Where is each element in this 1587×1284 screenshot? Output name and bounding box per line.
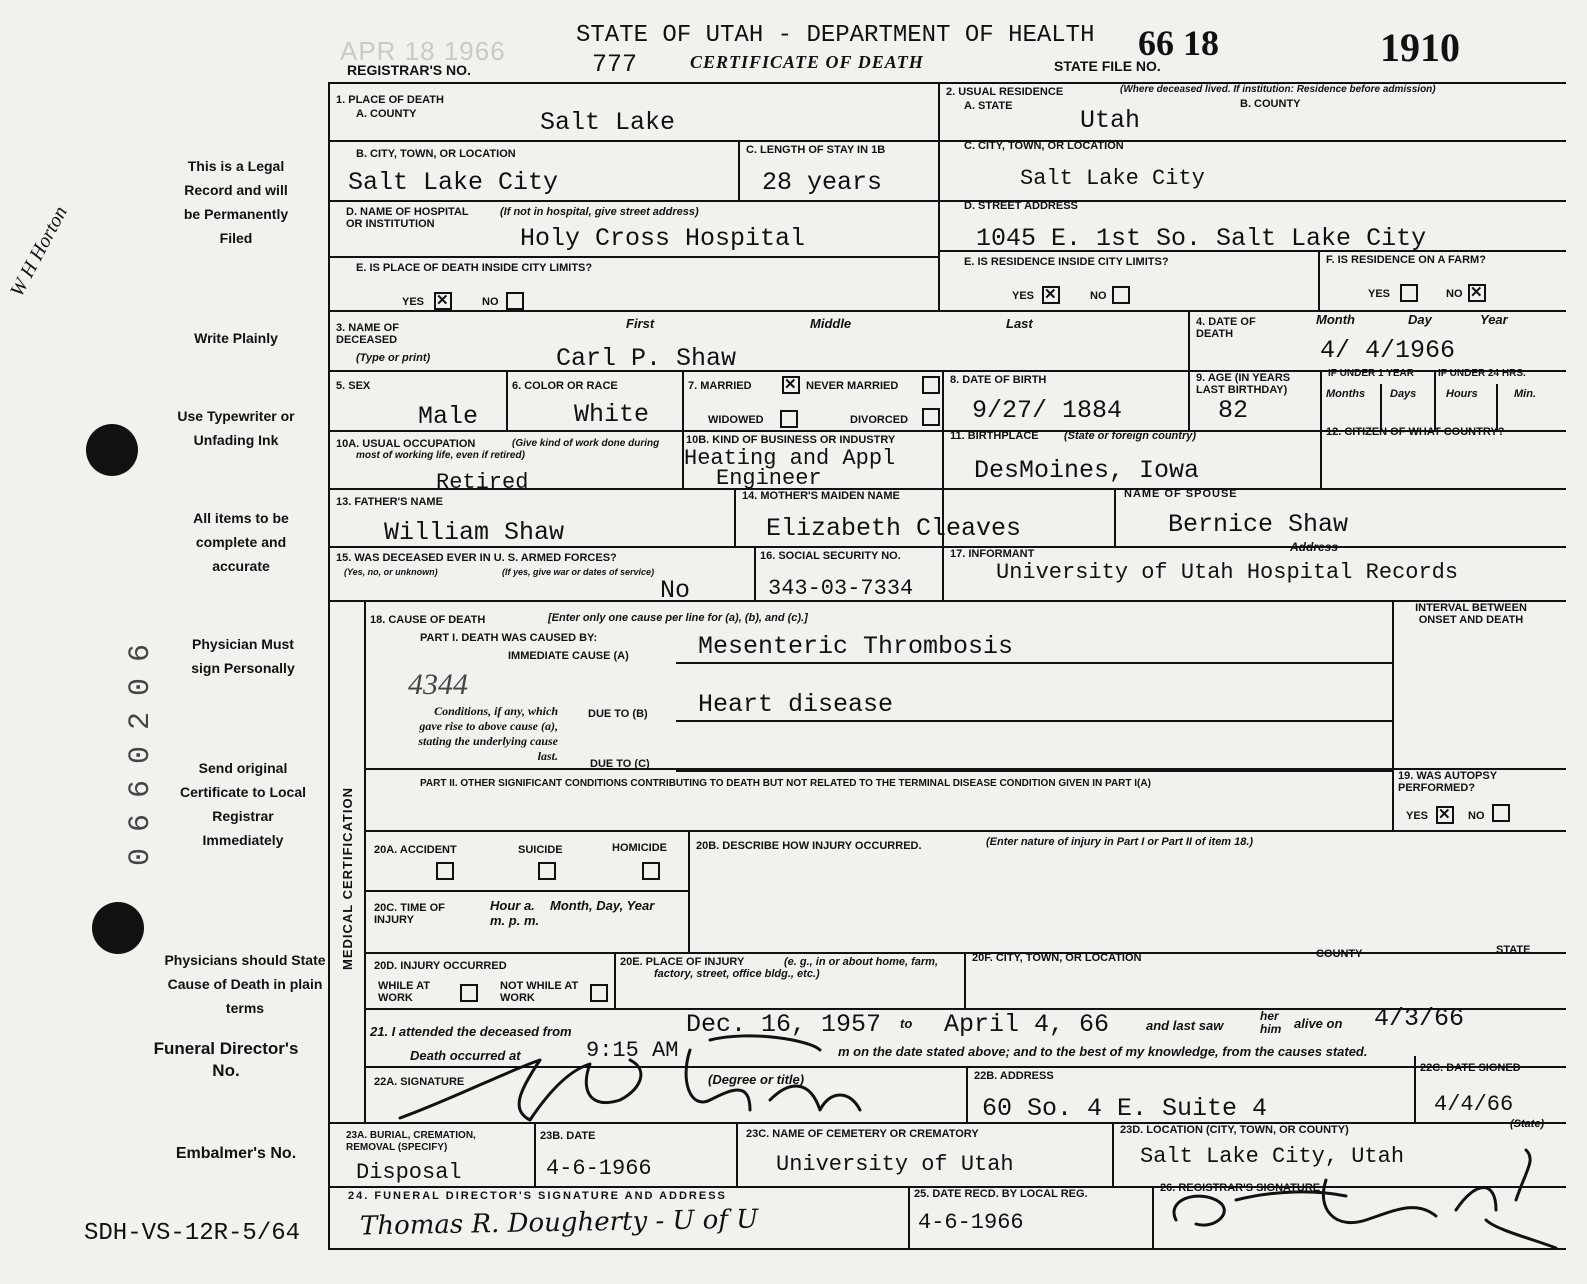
farm-label: F. IS RESIDENCE ON A FARM? (1326, 254, 1486, 266)
divider-1-2 (938, 82, 940, 310)
hospital-note: (If not in hospital, give street address) (500, 206, 699, 218)
deceased-name-note: (Type or print) (356, 352, 431, 364)
min-label: Min. (1514, 388, 1536, 400)
state-file-number: 1910 (1380, 25, 1460, 70)
accident-checkbox[interactable] (436, 862, 454, 880)
injury-county-label: COUNTY (1316, 948, 1363, 960)
divider-recd (908, 1186, 910, 1248)
place-injury-label: 20E. PLACE OF INJURY (620, 956, 745, 968)
age-label: 9. AGE (IN YEARS LAST BIRTHDAY) (1196, 372, 1291, 396)
widowed-label: WIDOWED (708, 414, 764, 426)
hospital-name: Holy Cross Hospital (520, 224, 806, 253)
father-label: 13. FATHER'S NAME (336, 496, 443, 508)
months-label: Months (1326, 388, 1366, 400)
her-him: her him (1260, 1009, 1282, 1036)
day-label: Day (1408, 312, 1432, 327)
autopsy-no-label: NO (1468, 810, 1485, 822)
due-to-b-label: DUE TO (B) (588, 708, 648, 720)
divider-injury-city (964, 952, 966, 1008)
armed-forces-label: 15. WAS DECEASED EVER IN U. S. ARMED FORCES? (336, 552, 617, 564)
divider-injury-type (688, 830, 690, 952)
armed-note-2: (If yes, give war or dates of service) (502, 567, 655, 577)
funeral-director-signature: Thomas R. Dougherty - U of U (359, 1204, 759, 1242)
inside-limits-label: E. IS PLACE OF DEATH INSIDE CITY LIMITS? (356, 262, 593, 274)
divider-sex (506, 370, 508, 430)
binder-hole-top (86, 424, 138, 476)
race: White (574, 400, 650, 429)
res-street-label: D. STREET ADDRESS (964, 200, 1078, 212)
form-number: SDH-VS-12R-5/64 (84, 1220, 301, 1247)
birthplace-note: (State or foreign country) (1064, 430, 1197, 442)
middle-label: Middle (810, 316, 852, 331)
suicide-label: SUICIDE (518, 844, 563, 856)
registrar-no-label: REGISTRAR'S NO. (347, 62, 471, 78)
days-label: Days (1390, 388, 1417, 400)
city-label: B. CITY, TOWN, OR LOCATION (356, 148, 516, 160)
divider-registrar (1152, 1186, 1154, 1248)
line-cause-b (676, 720, 1392, 722)
while-work-label: WHILE AT WORK (378, 980, 430, 1004)
divorced-label: DIVORCED (850, 414, 909, 426)
divider-hours (1434, 370, 1436, 430)
date-of-birth: 9/27/ 1884 (972, 396, 1123, 425)
last-label: Last (1006, 316, 1033, 331)
line-row2 (328, 200, 1566, 202)
res-street: 1045 E. 1st So. Salt Lake City (976, 224, 1427, 253)
location-label: 23D. LOCATION (CITY, TOWN, OR COUNTY) (1120, 1124, 1349, 1136)
certificate-title: CERTIFICATE OF DEATH (690, 52, 924, 72)
sidebar-complete-note: All items to be complete and accurate (193, 510, 289, 574)
conditions-note: Conditions, if any, which gave rise to above cause (a), stating the underlying cause last. (418, 704, 558, 763)
res-limits-no-checkbox[interactable] (1112, 286, 1130, 304)
mdy-label: Month, Day, Year (550, 898, 655, 913)
burial-label: 23A. BURIAL, CREMATION, REMOVAL (SPECIFY) (346, 1130, 476, 1153)
accident-label: 20A. ACCIDENT (374, 844, 457, 856)
race-label: 6. COLOR OR RACE (512, 380, 618, 392)
farm-yes-checkbox[interactable] (1400, 284, 1418, 302)
sex-label: 5. SEX (336, 380, 371, 392)
occupation-note: (Give kind of work done during most of working life, even if retired) (356, 438, 660, 461)
informant-label: 17. INFORMANT (950, 548, 1035, 560)
res-limits-yes-label: YES (1012, 290, 1035, 302)
sidebar-embalmer-no: Embalmer's No. (175, 1145, 297, 1162)
sidebar-physician-note: Physician Must sign Personally (191, 636, 295, 676)
stay-length: 28 years (762, 168, 883, 197)
deceased-name-label: 3. NAME OF DECEASED (336, 322, 399, 346)
injury-how-label: 20B. DESCRIBE HOW INJURY OCCURRED. (696, 840, 922, 852)
res-state: Utah (1080, 106, 1141, 135)
divider-place-injury (614, 952, 616, 1008)
county-label: A. COUNTY (356, 108, 417, 120)
registrar-sig-label: 26. REGISTRAR'S SIGNATURE (1160, 1182, 1321, 1194)
divider-spouse (1114, 488, 1116, 546)
state-file-label: STATE FILE NO. (1054, 58, 1161, 74)
hour-label: Hour a. m. p. m. (490, 898, 540, 928)
autopsy-yes-checkbox[interactable] (1436, 806, 1454, 824)
res-limits-no-label: NO (1090, 290, 1107, 302)
disposal-date-label: 23B. DATE (540, 1130, 596, 1142)
medical-certification-label: MEDICAL CERTIFICATION (340, 786, 355, 970)
month-label: Month (1316, 312, 1355, 327)
line-row9 (328, 600, 1566, 602)
date-of-death: 4/ 4/1966 (1320, 336, 1456, 365)
sidebar-send-note: Send original Certificate to Local Registrar Immediately (179, 760, 307, 848)
place-injury-note: (e. g., in or about home, farm, factory, street, office bldg., etc.) (654, 956, 939, 980)
res-county-label: B. COUNTY (1240, 98, 1301, 110)
first-label: First (626, 316, 655, 331)
stay-label: C. LENGTH OF STAY IN 1B (746, 144, 886, 156)
serial-number: 0660206 (124, 627, 158, 866)
residence-note: (Where deceased lived. If institution: Residence before admission) (1120, 84, 1436, 95)
divider-medical-vertical (364, 600, 366, 1122)
divider-stay (738, 140, 740, 200)
ssn: 343-03-7334 (768, 576, 914, 601)
divider-location (1112, 1122, 1114, 1186)
mother-label: 14. MOTHER'S MAIDEN NAME (742, 490, 900, 502)
date-of-death-label: 4. DATE OF DEATH (1196, 316, 1256, 340)
residence-label: 2. USUAL RESIDENCE (946, 86, 1064, 98)
divorced-checkbox[interactable] (922, 408, 940, 426)
divider-marital (942, 370, 944, 600)
address-label: Address (1290, 540, 1339, 554)
attended-from: Dec. 16, 1957 (686, 1010, 882, 1039)
time-injury-label: 20C. TIME OF INJURY (374, 902, 445, 926)
birthplace-label: 11. BIRTHPLACE (950, 430, 1039, 442)
occurred-time: 9:15 AM (586, 1038, 679, 1063)
divider-address (966, 1066, 968, 1122)
autopsy-label: 19. WAS AUTOPSY PERFORMED? (1398, 770, 1497, 794)
death-city: Salt Lake City (348, 168, 559, 197)
business-line1: Heating and Appl (684, 446, 896, 471)
cause-note: [Enter only one cause per line for (a), (b), and (c).] (548, 612, 808, 624)
signature-label: 22A. SIGNATURE (374, 1076, 465, 1088)
last-saw-label: and last saw (1146, 1018, 1224, 1033)
birth-label: 8. DATE OF BIRTH (950, 374, 1047, 386)
registrar-signature (1156, 1140, 1566, 1250)
sidebar-write-plainly: Write Plainly (194, 330, 278, 346)
spouse-name: Bernice Shaw (1168, 510, 1349, 539)
deceased-name: Carl P. Shaw (556, 344, 737, 373)
sidebar-state-cause-note: Physicians should State Cause of Death in plain terms (164, 952, 326, 1016)
never-married-label: NEVER MARRIED (806, 380, 899, 392)
divider-cemetery (736, 1122, 738, 1186)
business-line2: Engineer (716, 466, 822, 491)
place-of-death-label: 1. PLACE OF DEATH (336, 94, 444, 106)
line-row-time (366, 890, 688, 892)
death-limits-yes-label: YES (402, 296, 425, 308)
married-label: 7. MARRIED (688, 380, 752, 392)
alive-on-label: alive on (1294, 1016, 1343, 1031)
part1-label: PART I. DEATH WAS CAUSED BY: (420, 632, 598, 644)
injury-how-note: (Enter nature of injury in Part I or Part II of item 18.) (986, 836, 1254, 848)
informant: University of Utah Hospital Records (996, 560, 1459, 585)
divider-date-signed (1414, 1056, 1416, 1122)
death-limits-no-checkbox[interactable] (506, 292, 524, 310)
res-city-label: C. CITY, TOWN, OR LOCATION (964, 140, 1124, 152)
line-part2 (366, 768, 1566, 770)
physician-address: 60 So. 4 E. Suite 4 (982, 1094, 1268, 1123)
sex: Male (418, 402, 479, 431)
alive-on: 4/3/66 (1374, 1004, 1465, 1033)
hours-label: Hours (1446, 388, 1478, 400)
death-limits-no-label: NO (482, 296, 499, 308)
ssn-label: 16. SOCIAL SECURITY NO. (760, 550, 901, 562)
res-city: Salt Lake City (1020, 166, 1205, 191)
year-label: Year (1480, 312, 1508, 327)
never-married-checkbox[interactable] (922, 376, 940, 394)
line-cause-c (676, 770, 1392, 772)
state-file-prefix: 66 18 (1138, 23, 1219, 63)
homicide-label: HOMICIDE (612, 842, 667, 854)
disposal-date: 4-6-1966 (546, 1156, 652, 1181)
mother-name: Elizabeth Cleaves (766, 514, 1022, 543)
cemetery: University of Utah (776, 1152, 1014, 1177)
res-state-label: A. STATE (964, 100, 1013, 112)
disposal-location: Salt Lake City, Utah (1140, 1144, 1405, 1169)
line-row-injury (366, 830, 1566, 832)
line-row3a (328, 256, 938, 258)
line-row1 (328, 140, 1566, 142)
cause-code: 4344 (408, 668, 468, 701)
funeral-director-label: 24. FUNERAL DIRECTOR'S SIGNATURE AND ADDRESS (348, 1190, 727, 1202)
under-24-hrs-label: IF UNDER 24 HRS. (1438, 368, 1526, 379)
due-to-b: Heart disease (698, 690, 894, 719)
attended-label: 21. I attended the deceased from (370, 1024, 572, 1039)
age: 82 (1218, 396, 1249, 425)
interval-label: INTERVAL BETWEEN ONSET AND DEATH (1415, 602, 1527, 626)
line-row4 (328, 310, 1566, 312)
armed-note-1: (Yes, no, or unknown) (344, 567, 438, 577)
farm-yes-label: YES (1368, 288, 1391, 300)
spouse-label: NAME OF SPOUSE (1124, 488, 1238, 500)
injury-city-label: 20F. CITY, TOWN, OR LOCATION (972, 952, 1142, 964)
autopsy-no-checkbox[interactable] (1492, 804, 1510, 822)
armed-forces: No (660, 576, 691, 605)
cause-of-death-label: 18. CAUSE OF DEATH (370, 614, 486, 626)
homicide-checkbox[interactable] (642, 862, 660, 880)
date-signed: 4/4/66 (1434, 1092, 1514, 1117)
binder-hole-bottom (92, 902, 144, 954)
injury-state-label: STATE (1496, 944, 1531, 956)
department-title: STATE OF UTAH - DEPARTMENT OF HEALTH (576, 22, 1095, 49)
attended-to-sep: to (900, 1016, 913, 1031)
date-signed-label: 22C. DATE SIGNED (1420, 1062, 1521, 1074)
farm-no-label: NO (1446, 288, 1463, 300)
divider-days (1380, 384, 1382, 430)
recd-date: 4-6-1966 (918, 1210, 1024, 1235)
autopsy-yes-label: YES (1406, 810, 1429, 822)
suicide-checkbox[interactable] (538, 862, 556, 880)
margin-initials: W H Horton (6, 202, 72, 301)
res-limits-label: E. IS RESIDENCE INSIDE CITY LIMITS? (964, 256, 1169, 268)
not-while-label: NOT WHILE AT WORK (500, 980, 579, 1004)
farm-no-checkbox[interactable] (1468, 284, 1486, 302)
divider-interval (1392, 600, 1394, 830)
burial: Disposal (356, 1160, 462, 1185)
degree-label: (Degree or title) (708, 1072, 805, 1087)
birthplace: DesMoines, Iowa (974, 456, 1200, 485)
sidebar-typewriter-note: Use Typewriter or Unfading Ink (177, 408, 295, 448)
death-county: Salt Lake (540, 108, 676, 137)
line-cause-a (676, 662, 1392, 664)
married-checkbox[interactable] (782, 376, 800, 394)
widowed-checkbox[interactable] (780, 410, 798, 428)
while-work-checkbox[interactable] (460, 984, 478, 1002)
cemetery-label: 23C. NAME OF CEMETERY OR CREMATORY (746, 1128, 979, 1140)
sidebar-funeral-no: Funeral Director's No. (153, 1039, 299, 1080)
due-to-c-label: DUE TO (C) (590, 758, 650, 770)
occurred-label: Death occurred at (410, 1048, 521, 1063)
location-state-label: (State) (1510, 1118, 1545, 1130)
death-limits-yes-checkbox[interactable] (434, 292, 452, 310)
line-row-occurred (366, 952, 1566, 954)
occupation-label: 10A. USUAL OCCUPATION (336, 438, 476, 450)
business-label: 10B. KIND OF BUSINESS OR INDUSTRY (686, 434, 896, 446)
sig-address-label: 22B. ADDRESS (974, 1070, 1054, 1082)
attended-to: April 4, 66 (944, 1010, 1110, 1039)
father-name: William Shaw (384, 518, 565, 547)
divider-farm (1318, 250, 1320, 310)
divider-mother (734, 488, 736, 546)
sidebar-legal-note: This is a Legal Record and will be Permanently Filed (183, 158, 289, 246)
not-while-checkbox[interactable] (590, 984, 608, 1002)
injury-occurred-label: 20D. INJURY OCCURRED (374, 960, 507, 972)
part2-label: PART II. OTHER SIGNIFICANT CONDITIONS CONTRIBUTING TO DEATH BUT NOT RELATED TO THE TERMINAL DISEASE CONDITION GIVEN IN PART I(A) (420, 778, 1151, 789)
occupation: Retired (436, 470, 529, 495)
res-limits-yes-checkbox[interactable] (1042, 286, 1060, 304)
divider-disposal-date (534, 1122, 536, 1186)
physician-signature (390, 1030, 890, 1126)
divider-armed (754, 546, 756, 600)
divider-min (1496, 384, 1498, 430)
citizen-label: 12. CITIZEN OF WHAT COUNTRY? (1326, 426, 1505, 438)
immediate-cause-label: IMMEDIATE CAUSE (A) (508, 650, 629, 662)
hospital-label: D. NAME OF HOSPITAL OR INSTITUTION (346, 206, 469, 230)
occurred-tail: m on the date stated above; and to the best of my knowledge, from the causes stated. (838, 1044, 1368, 1059)
immediate-cause: Mesenteric Thrombosis (698, 632, 1014, 661)
divider-under1 (1320, 370, 1322, 488)
registrar-no: 777 (592, 50, 638, 79)
received-stamp: APR 18 1966 (340, 36, 506, 66)
recd-label: 25. DATE RECD. BY LOCAL REG. (914, 1188, 1088, 1200)
under-1-year-label: IF UNDER 1 YEAR (1328, 368, 1414, 379)
